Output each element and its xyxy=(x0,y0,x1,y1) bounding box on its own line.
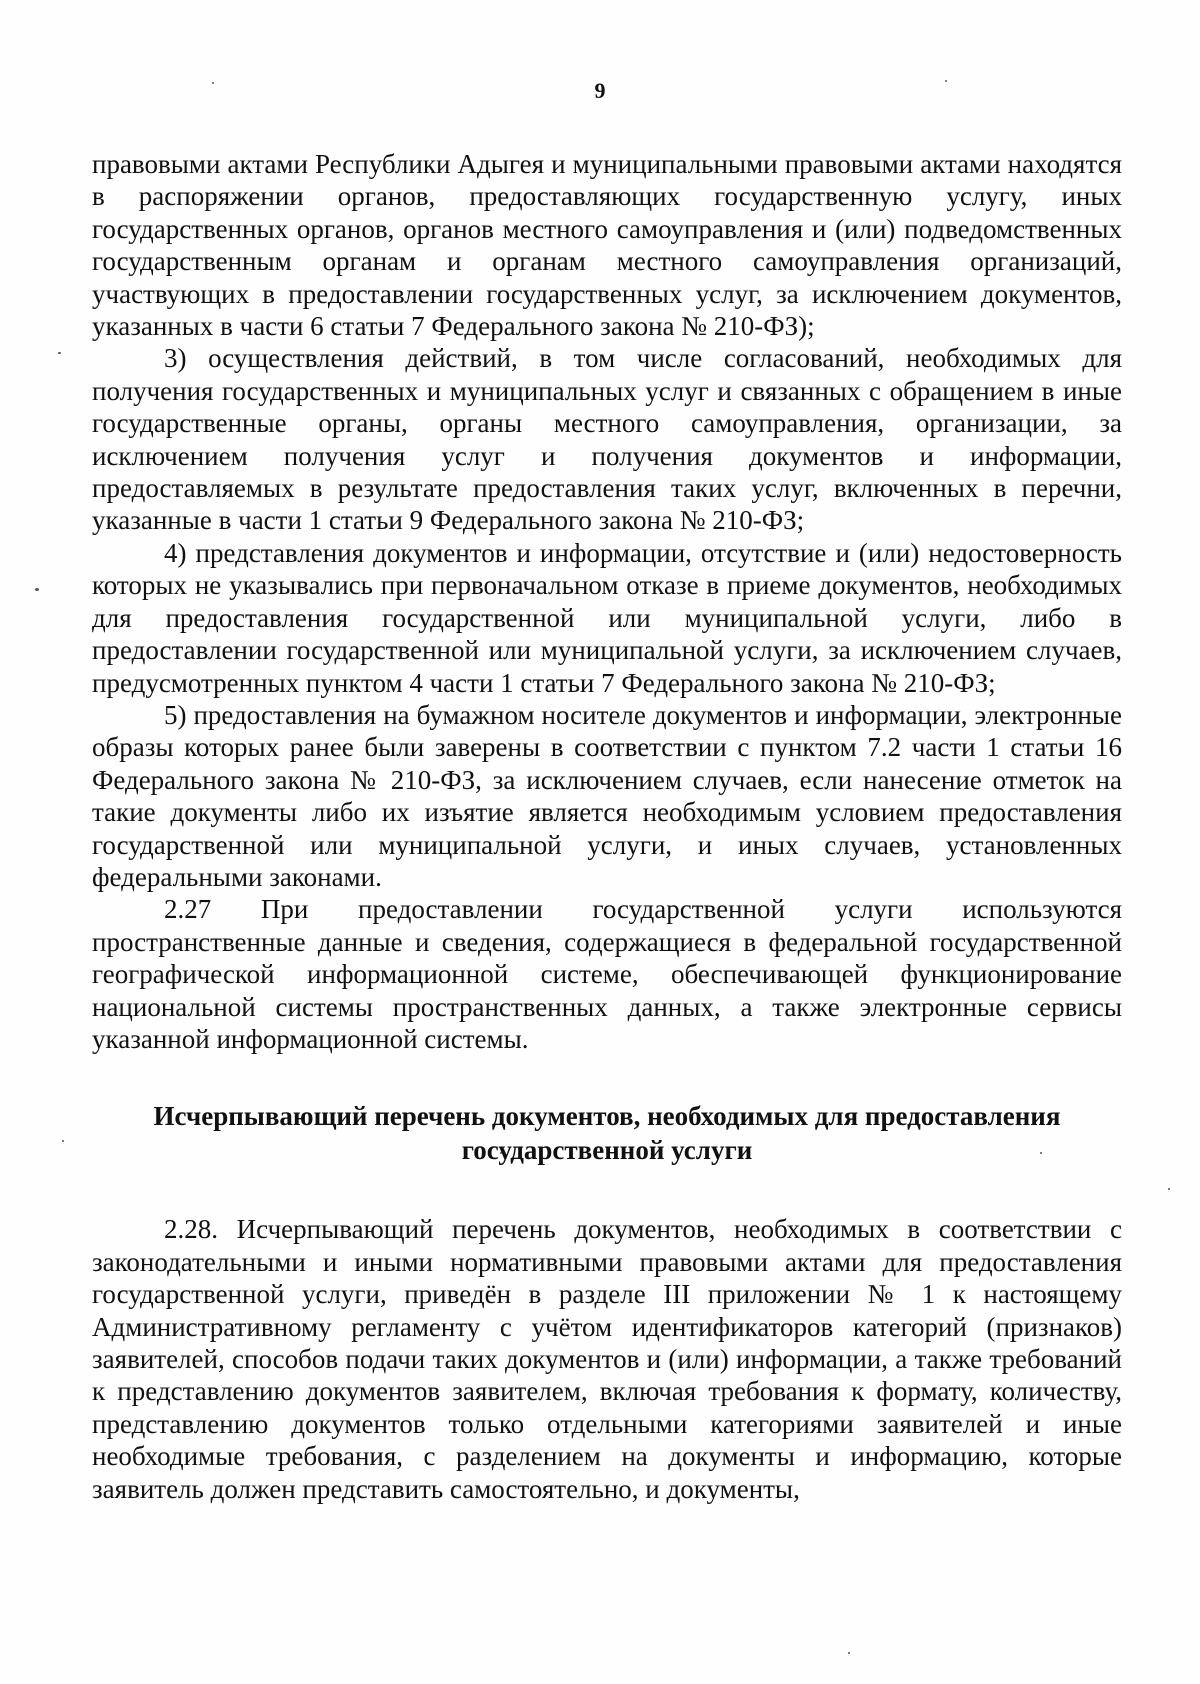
scan-speck xyxy=(1168,1188,1170,1190)
scan-speck xyxy=(58,352,61,354)
paragraph-item-3: 3) осуществления действий, в том числе согласований, необходимых для получения государственных и муниципальных услуг и связанных с обращением в иные государственные органы, органы местного самоуправления, организации, за исключением получения услуг и получения документов и информации, предоставляемых в результате предоставления таких услуг, включенных в перечни, указанные в части 1 статьи 9 Федерального закона № 210-ФЗ; xyxy=(92,343,1122,536)
document-body xyxy=(92,148,1122,1505)
paragraph-2-28: 2.28. Исчерпывающий перечень документов, необходимых в соответствии с законодательными и иными нормативными правовыми актами для предоставления государственной услуги, приведён в разделе III приложении № 1 к настоящему Административному регламенту с учётом идентификаторов категорий (признаков) заявителей, способов подачи таких документов и (или) информации, а также требований к представлению документов заявителем, включая требования к формату, количеству, представлению документов только отдельными категориями заявителей и иные необходимые требования, с разделением на документы и информацию, которые заявитель должен представить самостоятельно, и документы, xyxy=(92,1214,1122,1504)
page-number: 9 xyxy=(594,78,606,103)
paragraph-continuation: правовыми актами Республики Адыгея и муниципальными правовыми актами находятся в распоряжении органов, предоставляющих государственную услугу, иных государственных органов, органов местного самоуправления и (или) подведомственных государственным органам и органам местного самоуправления организаций, участвующих в предоставлении государственных услуг, за исключением документов, указанных в части 6 статьи 7 Федерального закона № 210-ФЗ); xyxy=(92,149,1122,342)
paragraph-item-4: 4) представления документов и информации, отсутствие и (или) недостоверность которых не указывались при первоначальном отказе в приеме документов, необходимых для предоставления государственной или муниципальной услуги, либо в предоставлении государственной или муниципальной услуги, за исключением случаев, предусмотренных пунктом 4 части 1 статьи 7 Федерального закона № 210-ФЗ; xyxy=(92,537,1122,698)
section-heading: Исчерпывающий перечень документов, необходимых для предоставления государственной услуги xyxy=(153,1101,1061,1166)
scan-speck xyxy=(848,1652,850,1654)
scan-speck xyxy=(212,82,214,84)
scan-speck xyxy=(35,588,39,591)
paragraph-2-27: 2.27 При предоставлении государственной услуги используются пространственные данные и сведения, содержащиеся в федеральной государственной географической информационной системе, обеспечивающей функционирование национальной системы пространственных данных, а также электронные сервисы указанной информационной системы. xyxy=(92,894,1122,1054)
scan-speck xyxy=(62,1140,64,1142)
paragraph-item-5: 5) предоставления на бумажном носителе документов и информации, электронные образы которых ранее были заверены в соответствии с пунктом 7.2 части 1 статьи 16 Федерального закона № 210-ФЗ, за исключением случаев, если нанесение отметок на такие документы либо их изъятие является необходимым условием предоставления государственной или муниципальной услуги, и иных случаев, установленных федеральными законами. xyxy=(92,699,1122,892)
scan-speck xyxy=(945,80,947,82)
